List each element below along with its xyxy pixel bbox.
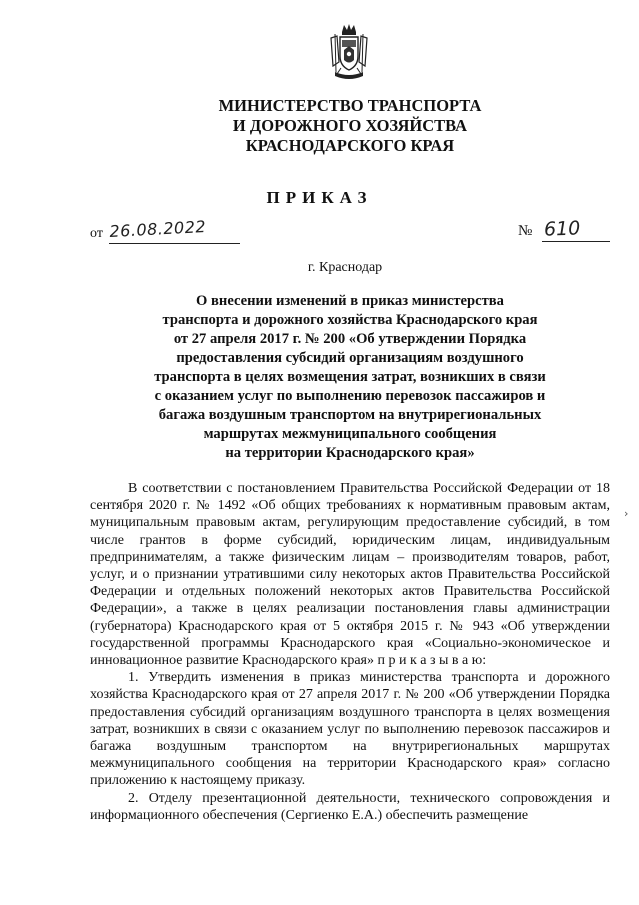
number-underline [542,241,610,242]
title-line: с оказанием услуг по выполнению перевозок пассажиров и [154,388,546,404]
date-prefix: от [90,226,103,241]
document-title [100,292,600,463]
number-field [518,218,610,242]
date-field [90,216,240,244]
city: г. Краснодар [307,260,383,275]
number-prefix: № [518,223,533,239]
org-line: И ДОРОЖНОГО ХОЗЯЙСТВА [232,116,468,135]
coat-of-arms-icon [327,22,371,84]
margin-mark: › [624,507,629,520]
body-paragraph: 1. Утвердить изменения в приказ министерства транспорта и дорожного хозяйства Краснодарского края от 27 апреля 2017 г. № 200 «Об утверждении Порядка предоставления субсидий организациям воздушного транспорта в целях возмещения затрат, возникших в связи с оказанием услуг по выполнению перевозок пассажиров и багажа воздушным транспортом на внутрирегиональных маршрутах межмуниципального сообщения на территории Краснодарского края» согласно приложению к настоящему приказу. [90,670,610,789]
title-line: маршрутах межмуниципального сообщения [203,426,497,442]
org-line: КРАСНОДАРСКОГО КРАЯ [245,136,455,155]
body-paragraph: В соответствии с постановлением Правительства Российской Федерации от 18 сентября 2020 г. № 1492 «Об общих требованиях к нормативным правовым актам, муниципальным правовым актам, регулирующим предоставление субсидий, в том числе грантов в форме субсидий, юридическим лицам, индивидуальным предпринимателям, а также физическим лицам – производителям товаров, работ, услуг, и о признании утратившими силу некоторых актов Правительства Российской Федерации и отдельных положений некоторых актов Правительства Российской Федерации», а также в целях реализации постановления главы администрации (губернатора) Краснодарского края от 5 октября 2015 г. № 943 «Об утверждении государственной программы Краснодарского края «Социально-экономическое и инновационное развитие Краснодарского края» п р и к а з ы в а ю: [90,481,610,669]
title-line: предоставления субсидий организациям воздушного [176,350,524,366]
title-line: транспорта и дорожного хозяйства Краснодарского края [162,312,538,328]
organization-name [140,96,560,156]
body-paragraph: 2. Отделу презентационной деятельности, технического сопровождения и информационного обеспечения (Сергиенко Е.А.) обеспечить размещение [90,790,610,823]
document-body [90,480,610,824]
title-line: багажа воздушным транспортом на внутрирегиональных [158,407,542,423]
date-underline [109,243,240,244]
number-value: 610 [543,217,581,241]
title-line: транспорта в целях возмещения затрат, возникших в связи [154,369,546,385]
date-value: 26.08.2022 [109,216,207,241]
document-type: ПРИКАЗ [266,188,373,207]
title-line: О внесении изменений в приказ министерства [196,293,504,309]
title-line: от 27 апреля 2017 г. № 200 «Об утверждении Порядка [173,331,527,347]
title-line: на территории Краснодарского края» [225,445,475,461]
org-line: МИНИСТЕРСТВО ТРАНСПОРТА [218,96,482,115]
